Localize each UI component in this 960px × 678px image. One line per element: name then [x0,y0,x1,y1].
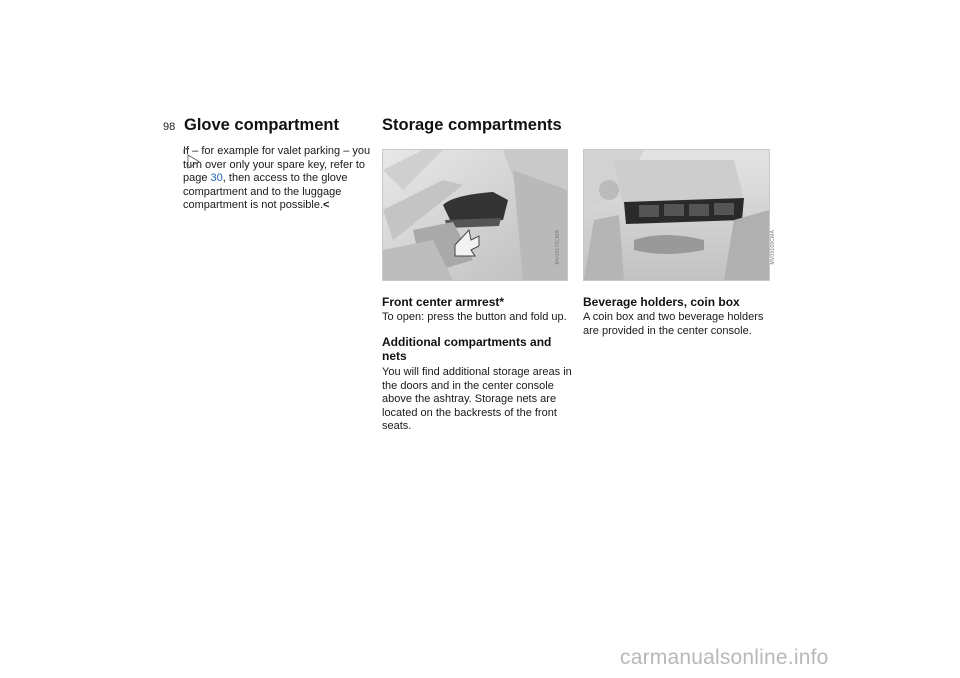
note-text [183,145,383,213]
armrest-title: Front center armrest* [382,295,505,309]
figure-code-2: MV09169CMA [770,230,776,265]
glove-compartment-title: Glove compartment [184,116,339,134]
page-reference-link[interactable]: 30 [210,172,223,184]
additional-compartments-title: Additional compartments and nets [382,335,552,363]
console-figure [583,149,770,281]
armrest-text: To open: press the button and fold up. [382,311,567,323]
beverage-holders-title: Beverage holders, coin box [583,295,740,309]
page-number: 98 [163,121,176,133]
beverage-holders-text: A coin box and two beverage holders are provided in the center console. [583,311,764,337]
armrest-figure [382,149,568,281]
note-text-start: If – for example for valet parking – you turn over only your spare key, refer to page [183,145,371,184]
additional-compartments-text: You will find additional storage areas in the doors and in the center console above the ashtray. Storage nets are located on the backrests of the front seats. [382,366,572,432]
figure-code: MV09170CMA [555,230,561,265]
storage-compartments-title: Storage compartments [382,116,562,134]
end-mark: < [323,199,330,211]
watermark: carmanualsonline.info [620,646,829,669]
note-text-end: , then access to the glove compartment and to the luggage compartment is not possible. [183,172,348,211]
note-triangle-icon [183,148,205,170]
note-box [183,145,383,213]
